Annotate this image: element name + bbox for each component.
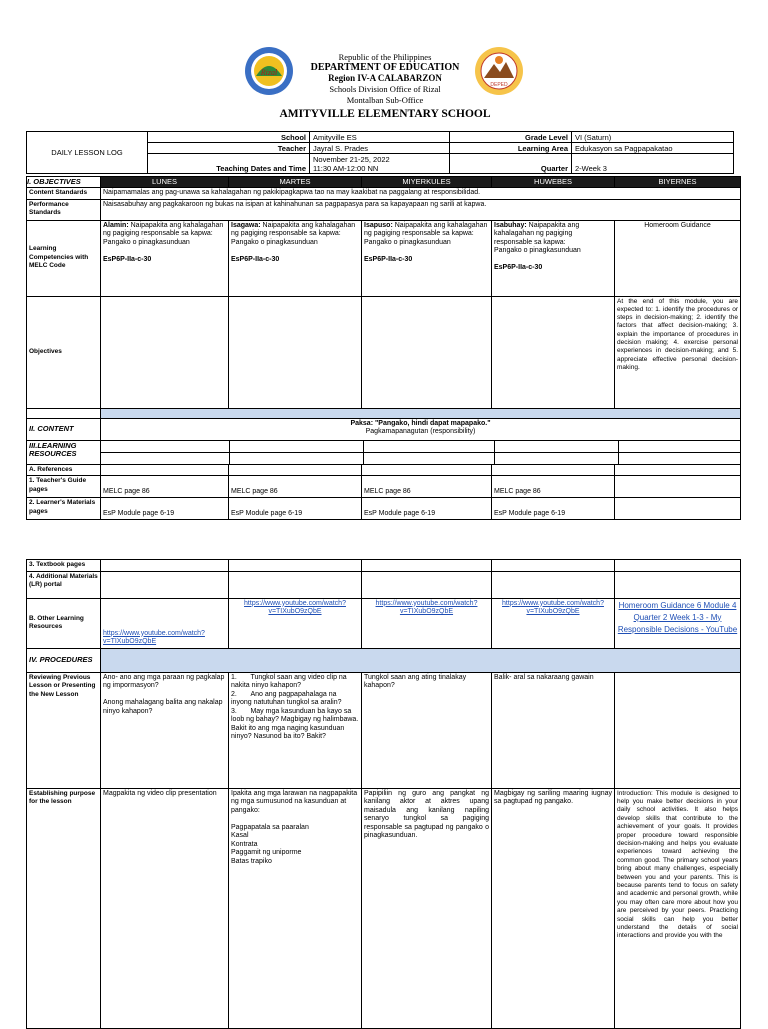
school-label: School <box>148 132 310 143</box>
review-huwebes: Balik- aral sa nakaraang gawain <box>492 672 615 788</box>
objectives-lunes <box>101 296 229 408</box>
teachers-guide-label: 1. Teacher's Guide pages <box>27 476 101 498</box>
day-lunes: LUNES <box>101 177 229 188</box>
dates-value-line2: 11:30 AM-12:00 NN <box>313 163 379 173</box>
lm-miyerkules: EsP Module page 6-19 <box>362 498 492 520</box>
establishing-huwebes: Magbigay ng sariling maaring iugnay sa pagtupad ng pangako. <box>492 788 615 1028</box>
establishing-lunes: Magpakita ng video clip presentation <box>101 788 229 1028</box>
performance-standards-label: Performance Standards <box>27 199 101 220</box>
competency-huwebes-head: Isabuhay: <box>494 221 527 229</box>
review-martes-q3: 3. May mga kasunduan ba kayo sa loob ng bahay? Magbigay ng halimbawa. Bakit ito ang mga naging kasunduan ninyo? Nasunod ba ito? Bakit? <box>231 707 359 740</box>
review-martes-q1: 1. Tungkol saan ang video clip na nakita ninyo kahapon? <box>231 673 347 689</box>
deped-seal-logo <box>474 46 524 96</box>
header-line-4: Schools Division Office of Rizal <box>329 84 441 94</box>
grade-value: VI (Saturn) <box>572 132 734 143</box>
references-label: A. References <box>27 464 101 476</box>
competency-lunes-text: Naipapakita ang kahalagahan ng pagiging responsable sa kapwa: <box>103 221 224 237</box>
melc-code-miyerkules: EsP6P-IIa-c-30 <box>364 255 413 263</box>
objectives-miyerkules <box>362 296 492 408</box>
review-biyernes <box>615 672 741 788</box>
procedures-label: IV. PROCEDURES <box>27 648 101 672</box>
learners-materials-label: 2. Learner's Materials pages <box>27 498 101 520</box>
link-lunes[interactable]: https://www.youtube.com/watch?v=TIXubO9zQbE <box>101 598 229 648</box>
textbook-label: 3. Textbook pages <box>27 560 101 572</box>
blue-band-2 <box>101 648 741 672</box>
content-sub: Pagkamapanagutan (responsibility) <box>365 428 476 435</box>
tg-huwebes: MELC page 86 <box>492 476 615 498</box>
content-standards-text: Naipamamalas ang pag-unawa sa kahalagahan ng pakikipagkapwa tao na may kaakibat na paggalang at responsibilidad. <box>101 188 741 200</box>
area-label: Learning Area <box>450 143 572 154</box>
dll-title: DAILY LESSON LOG <box>27 132 148 174</box>
blue-band-1 <box>101 408 741 418</box>
link-biyernes[interactable]: Homeroom Guidance 6 Module 4 Quarter 2 Week 1-3 - My Responsible Decisions - YouTube <box>615 598 741 648</box>
content-topic <box>101 418 741 440</box>
competency-huwebes-text: Naipapakita ang kahalagahan ng pagiging responsable sa kapwa: <box>494 221 580 246</box>
competency-martes-text: Naipapakita ang kahalagahan ng pagiging responsable sa kapwa: <box>231 221 356 237</box>
review-lunes <box>101 672 229 788</box>
dll-info-table <box>26 131 734 174</box>
tg-martes: MELC page 86 <box>229 476 362 498</box>
dates-label: Teaching Dates and Time <box>148 154 310 174</box>
grade-label: Grade Level <box>450 132 572 143</box>
content-paksa: Paksa: "Pangako, hindi dapat mapapako." <box>350 419 491 427</box>
competency-lunes-sub: Pangako o pinagkasunduan <box>103 238 190 246</box>
establishing-martes-item1: Pagpapatala sa paaralan <box>231 823 309 831</box>
day-miyerkules: MIYERKULES <box>362 177 492 188</box>
establishing-label: Establishing purpose for the lesson <box>27 788 101 1028</box>
establishing-biyernes: Introduction: This module is designed to help you make better decisions in your daily school activities. It also helps develop skills that contribute to the achievement of your goals. It provides proper procedure toward responsible decision-making and helps you evaluate experiences toward achieving the common good. The primary school years bring about many challenges, especially between you and your parents. This is because parents tend to focus on safety and academic and personal growth, while you may often care more about how you are perceived by your peers. Practicing social skills can help you better understand the details of social interactions and provide you with the <box>615 788 741 1028</box>
teacher-value: Jayral S. Prades <box>310 143 450 154</box>
letterhead <box>0 0 768 130</box>
dates-value <box>310 154 450 174</box>
performance-standards-text: Naisasabuhay ang pagkakaroon ng bukas na isipan at kahinahunan sa pagpapasya para sa kapayapaan ng sarili at kapwa. <box>101 199 741 220</box>
teacher-label: Teacher <box>148 143 310 154</box>
establishing-martes <box>229 788 362 1028</box>
review-label: Reviewing Previous Lesson or Presenting the New Lesson <box>27 672 101 788</box>
establishing-miyerkules: Papipiliin ng guro ang pangkat ng kanilang aktor at aktres upang maisadula ang kanilang napiling senaryo tungkol sa pagiging responsable sa pagtupad ng pangako o pinagkasunduan. <box>362 788 492 1028</box>
other-resources-label: B. Other Learning Resources <box>27 598 101 648</box>
review-miyerkules: Tungkol saan ang ating tinalakay kahapon? <box>362 672 492 788</box>
competency-huwebes <box>492 220 615 296</box>
establishing-martes-item4: Paggamit ng uniporme <box>231 849 302 856</box>
lm-huwebes: EsP Module page 6-19 <box>492 498 615 520</box>
competency-martes-sub: Pangako o pinagkasunduan <box>231 238 318 246</box>
link-martes[interactable]: https://www.youtube.com/watch? v=TIXubO9zQbE <box>229 598 362 648</box>
competency-biyernes: Homeroom Guidance <box>615 220 741 296</box>
link-huwebes[interactable]: https://www.youtube.com/watch? v=TIXubO9zQbE <box>492 598 615 648</box>
competency-miyerkules <box>362 220 492 296</box>
establishing-martes-item3: Kontrata <box>231 840 258 848</box>
objectives-huwebes <box>492 296 615 408</box>
header-line-2: DEPARTMENT OF EDUCATION <box>310 62 460 73</box>
area-value: Edukasyon sa Pagpapakatao <box>572 143 734 154</box>
review-martes <box>229 672 362 788</box>
melc-code-huwebes: EsP6P-IIa-c-30 <box>494 264 543 271</box>
resources-band <box>101 440 741 464</box>
competency-martes-head: Isagawa: <box>231 221 261 229</box>
content-standards-label: Content Standards <box>27 188 101 200</box>
tg-miyerkules: MELC page 86 <box>362 476 492 498</box>
day-header-row <box>27 177 741 188</box>
establishing-martes-item5: Batas trapiko <box>231 857 272 865</box>
competency-huwebes-sub: Pangako o pinagkasunduan <box>494 247 581 254</box>
competency-martes <box>229 220 362 296</box>
additional-materials-label: 4. Additional Materials (LR) portal <box>27 571 101 598</box>
competencies-label: Learning Competencies with MELC Code <box>27 220 101 296</box>
lm-martes: EsP Module page 6-19 <box>229 498 362 520</box>
quarter-value: 2-Week 3 <box>572 154 734 174</box>
objectives-biyernes: At the end of this module, you are expected to: 1. identify the procedures or steps in decision-making; 2. identify the factors that affect decision-making; 3. explain the importance of procedures in decision making; 4. exercise personal experiences in decision-making; and 5. appreciate effective personal decision-making. <box>615 296 741 408</box>
lm-lunes: EsP Module page 6-19 <box>101 498 229 520</box>
objectives-label: Objectives <box>27 296 101 408</box>
seal-right-text: DEPED <box>490 82 508 88</box>
day-biyernes: BIYERNES <box>615 177 741 188</box>
competency-lunes-head: Alamin: <box>103 221 129 229</box>
header-line-3: Region IV-A CALABARZON <box>328 73 442 83</box>
school-value: Amityville ES <box>310 132 450 143</box>
competency-miyerkules-sub: Pangako o pinagkasunduan <box>364 238 451 246</box>
melc-code-lunes: EsP6P-IIa-c-30 <box>103 255 152 263</box>
objectives-heading: I. OBJECTIVES <box>27 177 101 188</box>
dates-value-line1: November 21-25, 2022 <box>313 154 390 164</box>
spacer-label <box>27 408 101 418</box>
objectives-martes <box>229 296 362 408</box>
lesson-table-part1 <box>26 176 741 520</box>
melc-code-martes: EsP6P-IIa-c-30 <box>231 255 280 263</box>
school-name: AMITYVILLE ELEMENTARY SCHOOL <box>279 108 491 120</box>
tg-lunes: MELC page 86 <box>101 476 229 498</box>
establishing-martes-item2: Kasal <box>231 832 249 839</box>
seal-left-text: Rizal <box>260 68 278 77</box>
establishing-martes-intro: Ipakita ang mga larawan na nagpapakita ng mga sumusunod na kasunduan at pangako: <box>231 789 358 814</box>
header-line-1: Republic of the Philippines <box>338 52 432 62</box>
review-lunes-q2: Anong mahalagang balita ang nakalap ninyo kahapon? <box>103 699 223 715</box>
review-martes-q2: 2. Ano ang pagpapahalaga na inyong natutuhan tungkol sa aralin? <box>231 690 342 706</box>
header-line-5: Montalban Sub-Office <box>346 95 424 105</box>
competency-miyerkules-head: Isapuso: <box>364 221 393 229</box>
review-lunes-q1: Ano- ano ang mga paraan ng pagkalap ng impormasyon? <box>103 673 225 689</box>
day-martes: MARTES <box>229 177 362 188</box>
content-label: II. CONTENT <box>27 418 101 440</box>
quarter-label: Quarter <box>450 154 572 174</box>
day-huwebes: HUWEBES <box>492 177 615 188</box>
lesson-table-part2 <box>26 559 741 1029</box>
competency-lunes <box>101 220 229 296</box>
link-miyerkules[interactable]: https://www.youtube.com/watch? v=TIXubO9zQbE <box>362 598 492 648</box>
competency-miyerkules-text: Naipapakita ang kahalagahan ng pagiging responsable sa kapwa: <box>364 221 488 237</box>
resources-label: III.LEARNING RESOURCES <box>27 440 101 464</box>
